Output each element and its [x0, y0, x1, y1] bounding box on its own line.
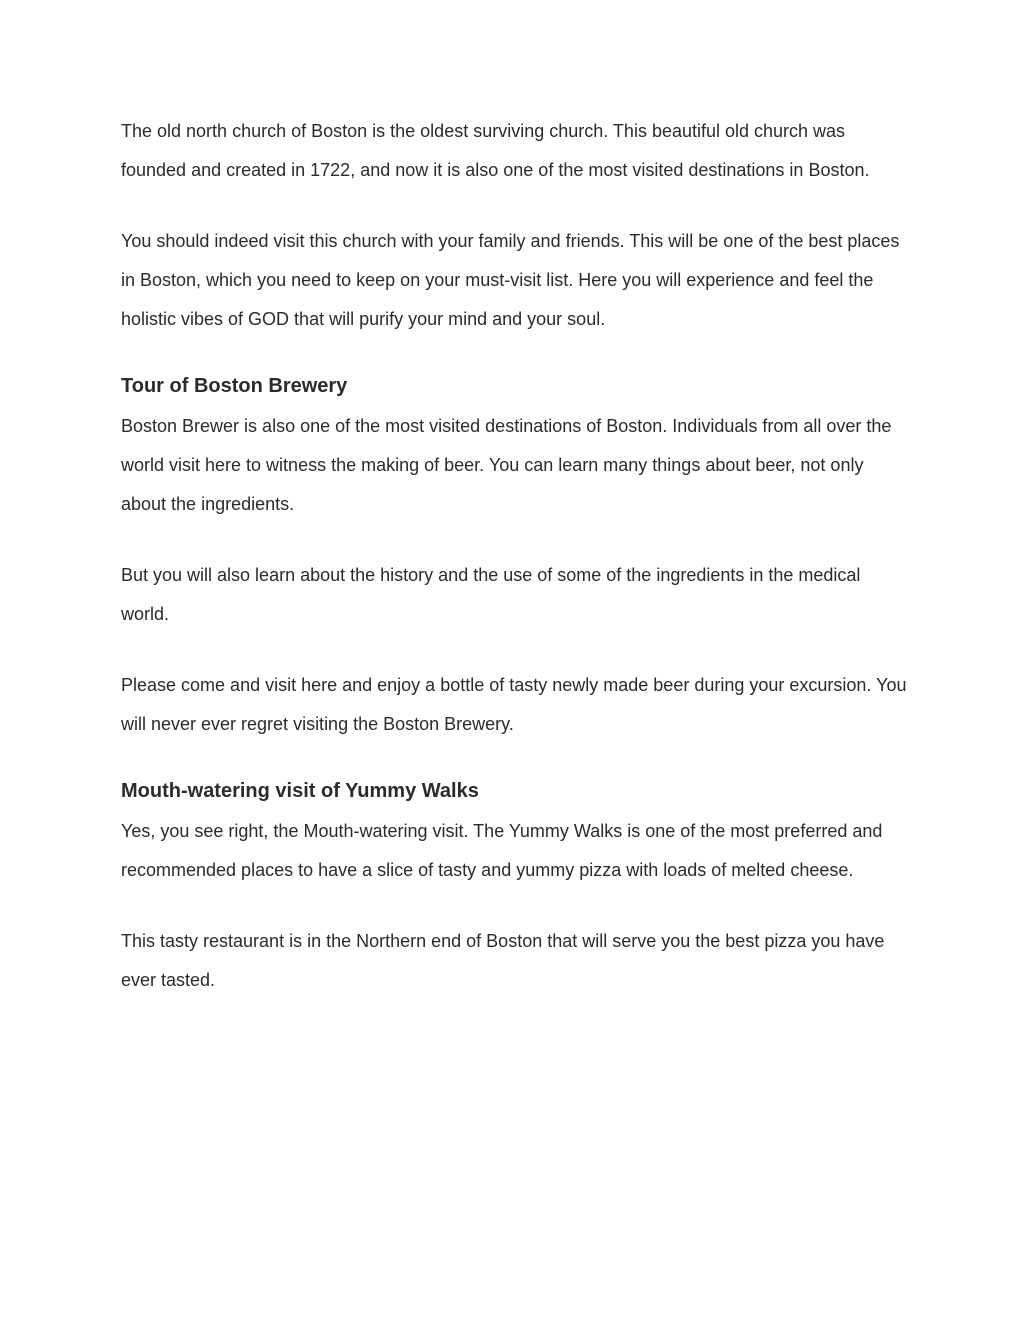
paragraph-church-visit: You should indeed visit this church with your family and friends. This will be one of the best places in Boston, which you need to keep on your must-visit list. Here you will experience and feel the holistic vibes of GOD that will purify your mind and your soul.: [121, 231, 900, 329]
document-page: [121, 112, 911, 1032]
heading-yummy-walks: Mouth-watering visit of Yummy Walks: [121, 780, 479, 802]
paragraph-church-intro: The old north church of Boston is the oldest surviving church. This beautiful old church was founded and created in 1722, and now it is also one of the most visited destinations in Boston.: [121, 121, 870, 180]
paragraph-brewery-intro: Boston Brewer is also one of the most visited destinations of Boston. Individuals from all over the world visit here to witness the making of beer. You can learn many things about beer, not only about the ingredients.: [121, 416, 892, 514]
paragraph-brewery-history: But you will also learn about the history and the use of some of the ingredients in the medical world.: [121, 565, 861, 624]
heading-boston-brewery: Tour of Boston Brewery: [121, 375, 348, 397]
paragraph-yummy-walks-location: This tasty restaurant is in the Northern end of Boston that will serve you the best pizza you have ever tasted.: [121, 931, 885, 990]
paragraph-yummy-walks-intro: Yes, you see right, the Mouth-watering visit. The Yummy Walks is one of the most preferred and recommended places to have a slice of tasty and yummy pizza with loads of melted cheese.: [121, 821, 883, 880]
paragraph-brewery-visit: Please come and visit here and enjoy a bottle of tasty newly made beer during your excursion. You will never ever regret visiting the Boston Brewery.: [121, 675, 907, 734]
